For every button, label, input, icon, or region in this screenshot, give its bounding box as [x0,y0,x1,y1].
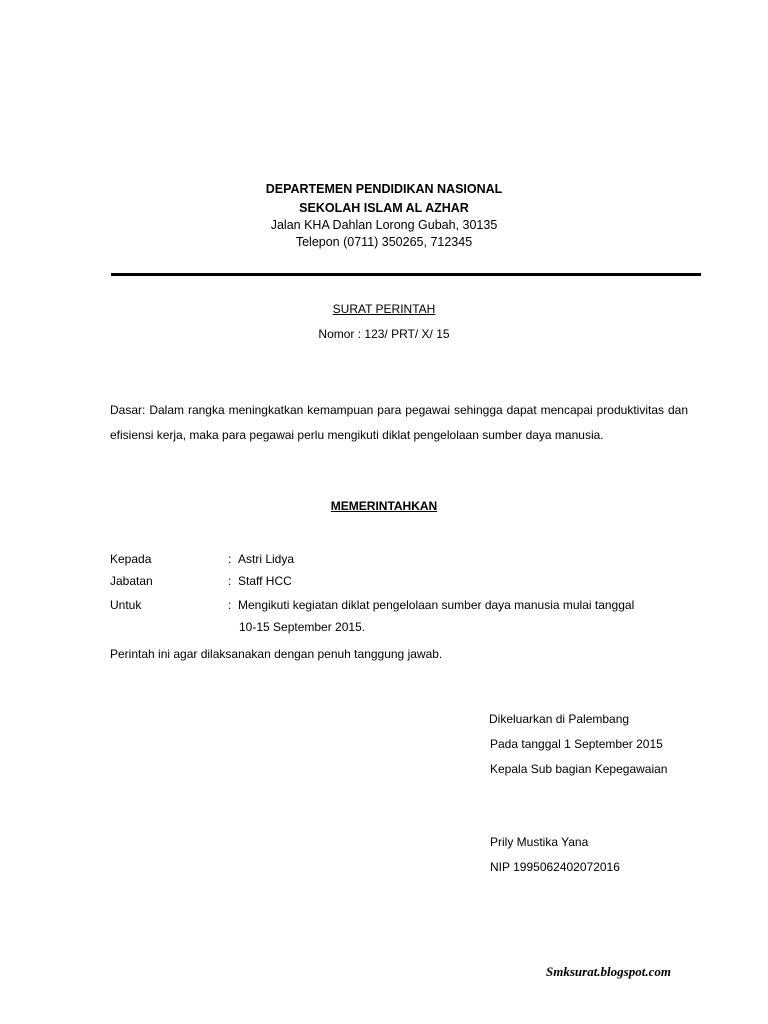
field-label: Kepada [110,552,152,566]
header-department: DEPARTEMEN PENDIDIKAN NASIONAL [265,182,503,196]
field-colon: : [228,574,232,588]
field-row-kepada [110,548,690,570]
field-label: Untuk [110,598,142,612]
header-school: SEKOLAH ISLAM AL AZHAR [299,201,469,215]
signer-nip: NIP 1995062402072016 [490,860,620,874]
order-heading: MEMERINTAHKAN [330,499,438,513]
field-value: Staff HCC [238,574,292,588]
field-row-jabatan [110,570,690,592]
field-label: Jabatan [110,574,153,588]
field-colon: : [228,598,232,612]
signer-name: Prily Mustika Yana [490,835,589,849]
field-value: Mengikuti kegiatan diklat pengelolaan sumber daya manusia mulai tanggal [238,598,635,612]
letter-title: SURAT PERINTAH [332,302,436,316]
letter-number: Nomor : 123/ PRT/ X/ 15 [318,327,450,341]
header-phone: Telepon (0711) 350265, 712345 [295,235,473,249]
issued-date: Pada tanggal 1 September 2015 [490,737,663,751]
field-colon: : [228,552,232,566]
closing-statement: Perintah ini agar dilaksanakan dengan penuh tanggung jawab. [110,647,443,661]
field-row-untuk [110,594,690,616]
header-divider [111,273,701,276]
footer-watermark: Smksurat.blogspot.com [546,964,671,979]
signer-position: Kepala Sub bagian Kepegawaian [490,762,668,776]
letter-basis: Dasar: Dalam rangka meningkatkan kemampuan para pegawai sehingga dapat mencapai produktivitas dan efisiensi kerja, maka para pegawai perlu mengikuti diklat pengelolaan sumber daya manusia. [110,403,688,442]
purpose-continuation: 10-15 September 2015. [239,620,366,634]
issued-place: Dikeluarkan di Palembang [489,712,630,726]
header-address: Jalan KHA Dahlan Lorong Gubah, 30135 [270,218,498,232]
field-value: Astri Lidya [238,552,295,566]
